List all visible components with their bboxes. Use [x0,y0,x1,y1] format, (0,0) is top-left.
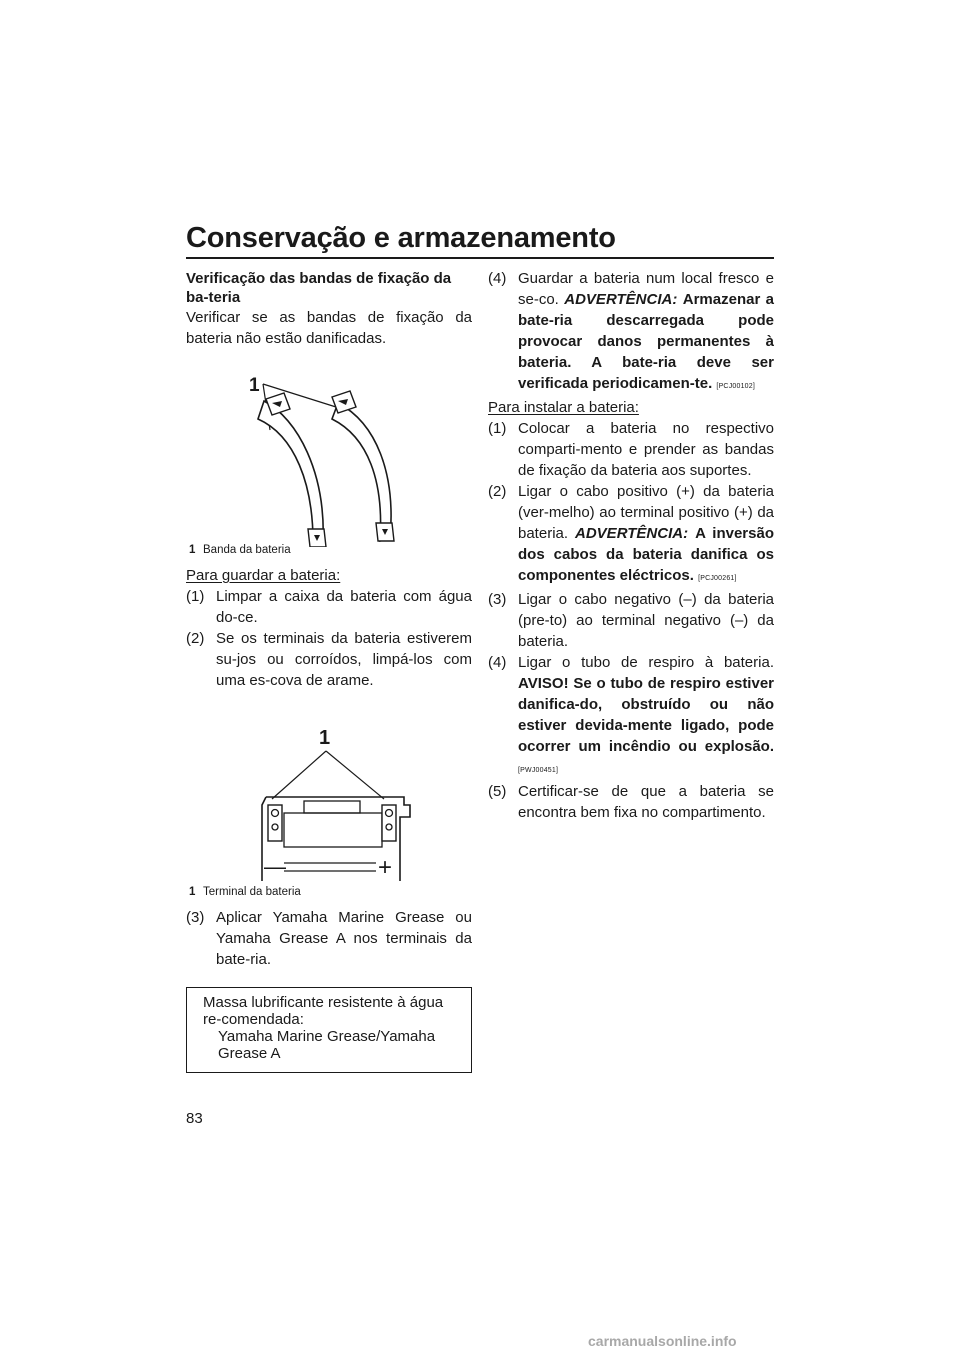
page-title: Conservação e armazenamento [186,222,616,254]
battery-band-illustration [186,363,472,547]
battery-band-figure [186,363,472,563]
install-step-1: (1) Colocar a bateria no respectivo comparti-mento e prender as bandas de fixação da bateria aos suportes. [488,420,774,479]
watermark[interactable]: carmanualsonline.info [588,1333,737,1349]
spec-box [186,987,472,1073]
store-step-4: (4) Guardar a bateria num local fresco e se-co. ADVERTÊNCIA: Armazenar a bate-ria descarregada pode provocar danos permanentes à bateria. A bate-ria deve ser verificada periodicamen-te. [PCJ00102] [488,270,775,392]
store-step-2: (2) Se os terminais da bateria estiverem su-jos ou corroídos, limpá-los com uma es-cova de arame. [186,630,472,689]
title-rule [186,257,774,259]
store-step-3: (3) Aplicar Yamaha Marine Grease ou Yamaha Grease A nos terminais da bate-ria. [186,909,472,968]
minus-label: — [264,854,286,879]
spec-label: Massa lubrificante resistente à água re-comendada: [203,994,444,1028]
figure-caption: 1 Terminal da bateria [189,886,301,898]
store-step-1: (1) Limpar a caixa da bateria com água do-ce. [186,588,472,626]
callout-number: 1 [249,375,260,396]
intro-paragraph: Verificar se as bandas de fixação da bateria não estão danificadas. [186,309,472,347]
left-column [186,268,472,1073]
section-heading: Verificação das bandas de fixação da ba-teria [186,270,452,306]
install-step-3: (3) Ligar o cabo negativo (–) da bateria (pre-to) ao terminal negativo (–) da bateria. [488,591,774,650]
spec-value: Yamaha Marine Grease/Yamaha Grease A [218,1028,436,1062]
battery-terminal-figure [186,705,472,903]
plus-label: + [378,854,393,881]
callout-number: 1 [319,727,331,749]
store-heading: Para guardar a bateria: [186,567,341,584]
figure-caption: 1 Banda da bateria [189,544,291,556]
right-column [488,268,774,823]
install-step-4: (4) Ligar o tubo de respiro à bateria. AVISO! Se o tubo de respiro estiver danifica-do, obstruído ou não estiver devida-mente ligado, pode ocorrer um incêndio ou explosão. [PWJ00451] [488,654,775,774]
page-number: 83 [186,1110,203,1127]
install-heading: Para instalar a bateria: [488,399,639,416]
install-step-2: (2) Ligar o cabo positivo (+) da bateria (ver-melho) ao terminal positivo (+) da bateria. ADVERTÊNCIA: A inversão dos cabos da bateria danifica os componentes eléctricos. [PCJ00261] [488,483,774,584]
battery-terminal-illustration [186,705,472,885]
install-step-5: (5) Certificar-se de que a bateria se encontra bem fixa no compartimento. [488,783,774,821]
